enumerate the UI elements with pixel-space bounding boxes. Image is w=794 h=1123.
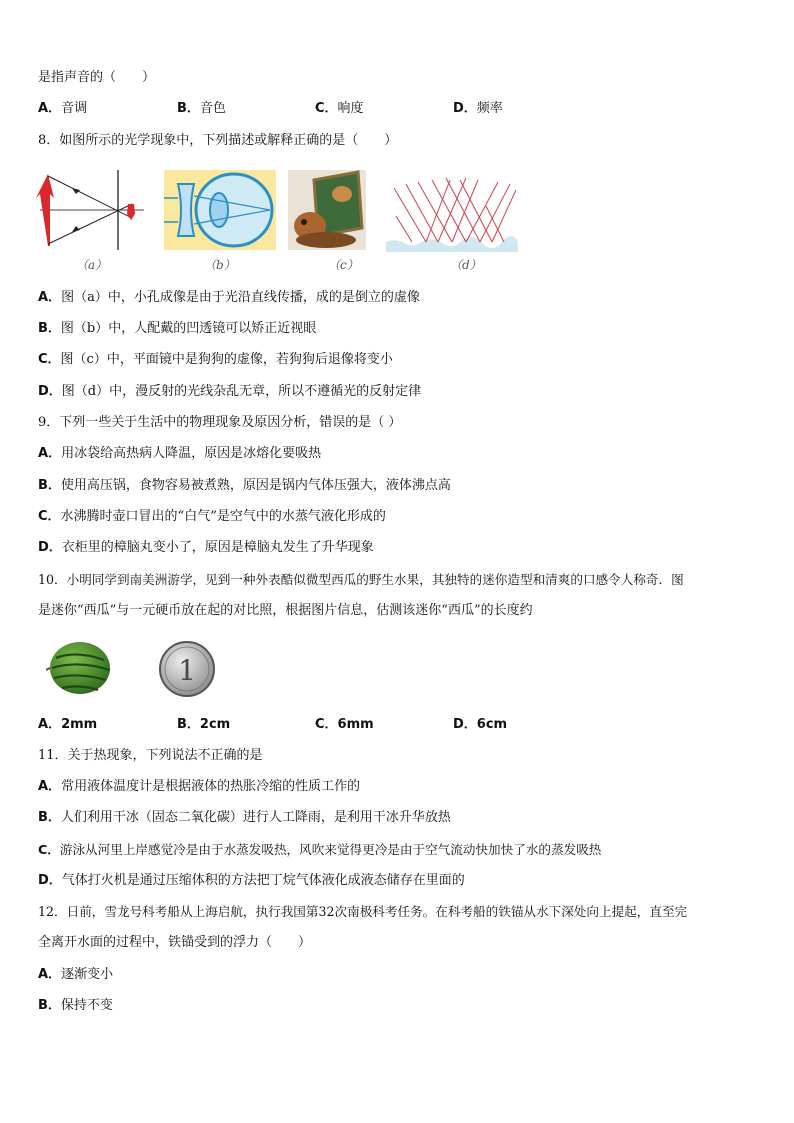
q9-option-d [38,539,374,557]
option-text: 人们利用干冰（固态二氧化碳）进行人工降雨，是利用干冰升华放热 [60,810,451,825]
option-key: C． [38,509,61,524]
caption-d: （d） [450,258,482,272]
q9-stem: 9．下列一些关于生活中的物理现象及原因分析，错误的是（ ） [38,415,402,430]
option-key: B． [38,321,61,336]
option-key: A． [38,290,62,305]
q7-stem-tail: 是指声音的（ ） [38,70,156,85]
coin-numeral: 1 [178,654,196,687]
option-key: C． [315,101,338,116]
option-text: 图（c）中，平面镜中是狗狗的虚像，若狗狗后退像将变小 [60,352,393,367]
q8-option-d [38,383,421,401]
option-key: B． [38,810,61,825]
q12-stem-line1: 12．日前，雪龙号科考船从上海启航，执行我国第32次南极科考任务。在科考船的铁锚从水下深处向上提起，直至完 [38,904,688,919]
option-key: B． [38,998,61,1013]
option-text: 频率 [476,101,503,116]
option-text: 图（d）中，漫反射的光线杂乱无章，所以不遵循光的反射定律 [61,384,422,399]
q11-stem: 11．关于热现象，下列说法不正确的是 [38,748,263,763]
q11-option-b [38,809,451,827]
q11-option-d [38,872,465,890]
option-text: 常用液体温度计是根据液体的热胀冷缩的性质工作的 [61,779,361,794]
q8-option-c [38,351,393,369]
option-text: 使用高压锅，食物容易被煮熟，原因是锅内气体压强大，液体沸点高 [60,478,451,493]
option-key: D． [453,717,477,732]
option-text: 游泳从河里上岸感觉冷是由于水蒸发吸热，风吹来觉得更冷是由于空气流动快加快了水的蒸发吸热 [59,842,602,857]
eye-lens-figure [164,170,276,250]
dog-mirror-figure [288,170,366,250]
option-key: D． [38,873,62,888]
diffuse-reflection-figure [386,176,518,252]
q11-option-a [38,778,360,796]
option-key: D． [38,384,62,399]
q8-stem: 8．如图所示的光学现象中，下列描述或解释正确的是（ ） [38,133,398,148]
option-text: 响度 [337,101,364,116]
option-key: C． [38,352,61,367]
option-text: 音色 [199,101,226,116]
q9-option-b [38,477,451,495]
option-text: 衣柜里的樟脑丸变小了，原因是樟脑丸发生了升华现象 [61,540,374,555]
option-key: A． [38,967,62,982]
option-text: 用冰袋给高热病人降温，原因是冰熔化要吸热 [61,446,322,461]
option-text: 2cm [199,717,231,732]
option-key: A． [38,101,62,116]
q12-option-a [38,966,113,984]
watermelon-image [46,640,112,696]
q10-options [38,716,758,734]
option-key: B． [177,717,200,732]
coin-image [158,640,216,698]
option-key: A． [38,717,62,732]
option-key: C． [38,842,60,857]
option-key: A． [38,779,62,794]
q10-stem-line2: 是迷你“西瓜”与一元硬币放在起的对比照，根据图片信息，估测该迷你“西瓜”的长度约 [38,603,533,618]
pinhole-figure [36,168,148,252]
q12-option-b [38,997,113,1015]
option-text: 6cm [476,717,508,732]
option-key: B． [177,101,200,116]
q12-stem-line2: 全离开水面的过程中，铁锚受到的浮力（ ） [38,935,312,950]
caption-c: （c） [328,258,359,272]
option-text: 气体打火机是通过压缩体积的方法把丁烷气体液化成液态储存在里面的 [61,873,465,888]
q9-option-a [38,445,321,463]
option-key: C． [315,717,338,732]
option-key: A． [38,446,62,461]
option-key: D． [38,540,62,555]
option-key: B． [38,478,61,493]
q8-option-b [38,320,316,338]
caption-b: （b） [204,258,236,272]
q8-option-a [38,289,420,307]
q11-option-c [38,841,601,859]
option-text: 图（a）中，小孔成像是由于光沿直线传播，成的是倒立的虚像 [61,290,420,305]
option-text: 图（b）中，人配戴的凹透镜可以矫正近视眼 [60,321,317,336]
option-text: 2mm [61,717,98,732]
option-text: 逐渐变小 [61,967,114,982]
option-text: 6mm [337,717,374,732]
q7-options [38,100,758,118]
q9-option-c [38,508,386,526]
option-text: 水沸腾时壶口冒出的“白气”是空气中的水蒸气液化形成的 [60,509,386,524]
q10-stem-line1: 10．小明同学到南美洲游学，见到一种外表酷似微型西瓜的野生水果，其独特的迷你造型和清爽的口感令人称奇．图 [38,572,684,587]
caption-a: （a） [76,258,108,272]
option-text: 保持不变 [60,998,113,1013]
option-key: D． [453,101,477,116]
option-text: 音调 [61,101,88,116]
